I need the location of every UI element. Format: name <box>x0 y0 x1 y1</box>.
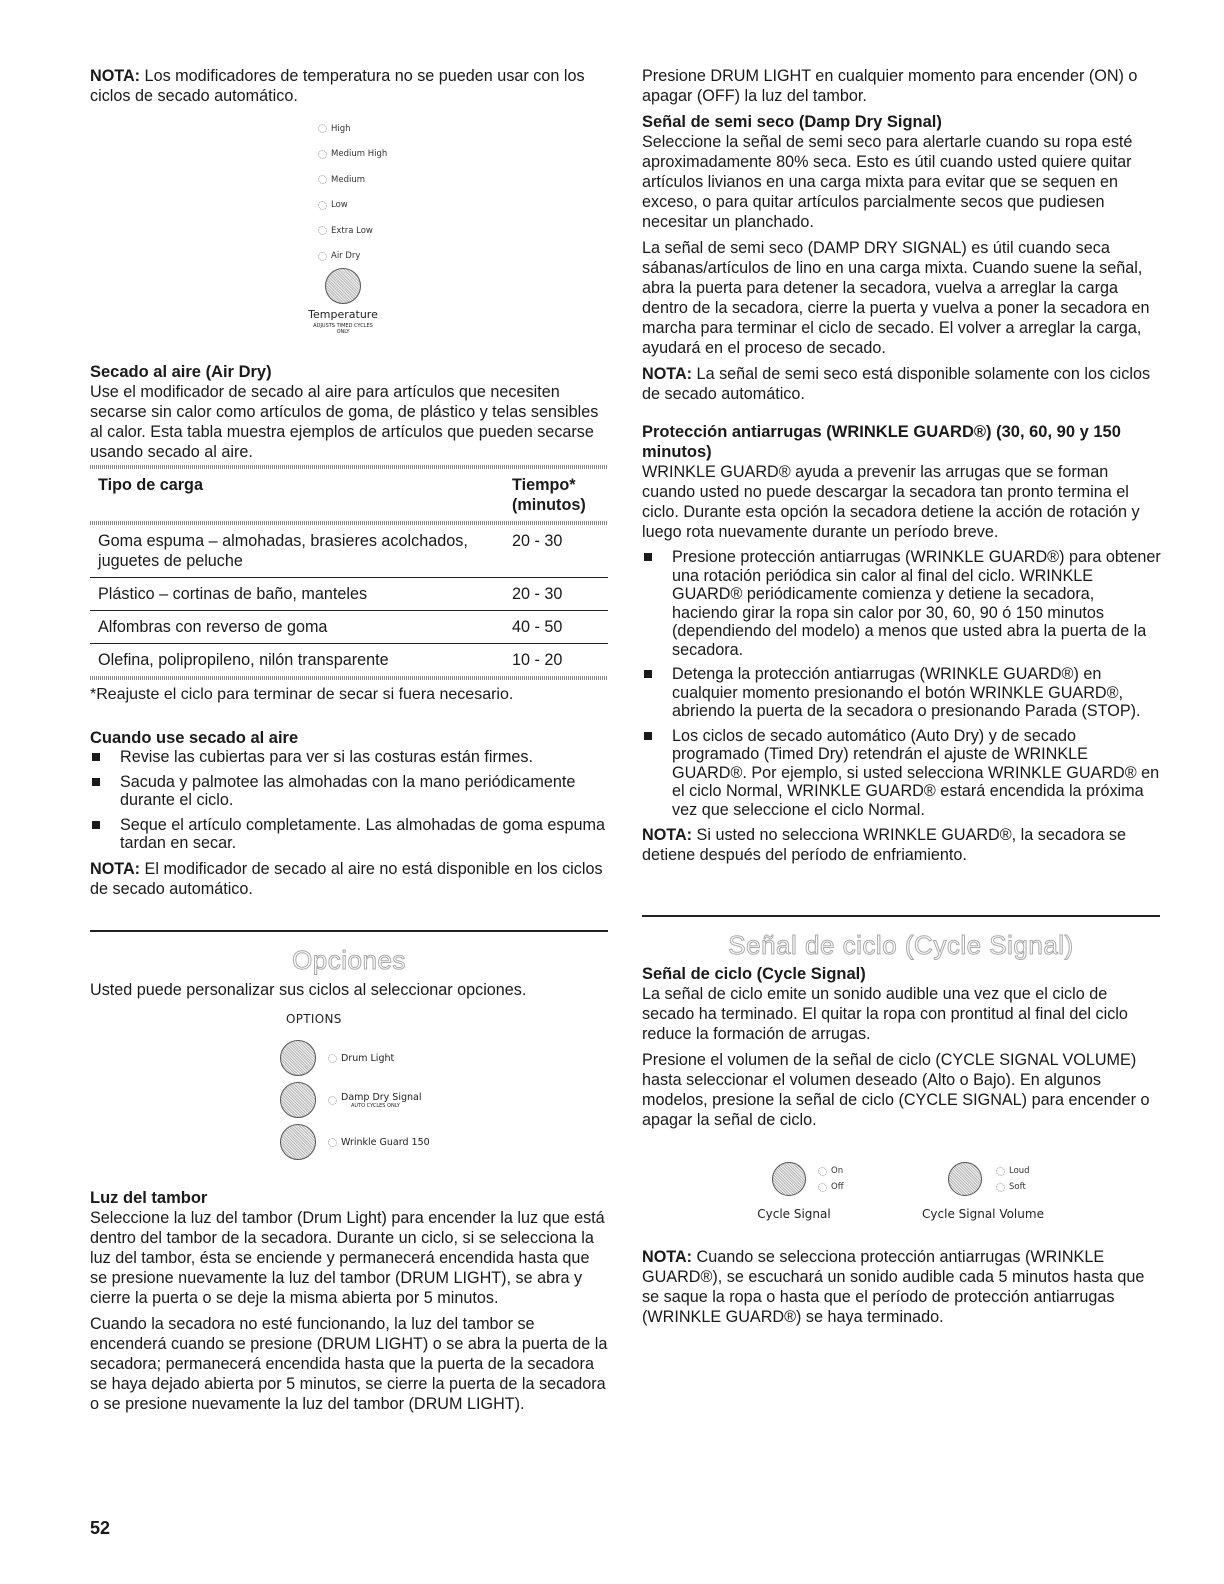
list-item-text: Sacuda y palmotee las almohadas con la mano periódicamente durante el ciclo. <box>120 772 576 809</box>
opciones-intro-text: Usted puede personalizar sus ciclos al seleccionar opciones. <box>90 981 527 999</box>
temp-option-high <box>318 116 387 142</box>
section-title-cycle-signal: Señal de ciclo (Cycle Signal) <box>728 930 1074 960</box>
option-label: Wrinkle Guard 150 <box>341 1136 430 1148</box>
temperature-knob-icon <box>325 268 361 304</box>
row-time: 10 - 20 <box>512 651 563 669</box>
wrinkle-guard-button-icon <box>280 1124 316 1160</box>
indicator-ring-icon <box>318 252 327 261</box>
cycle-signal-volume-label: Cycle Signal Volume <box>922 1207 1044 1221</box>
list-item <box>90 773 610 810</box>
section-title-opciones: Opciones <box>292 945 406 975</box>
temperature-panel <box>318 116 387 269</box>
nota-label: NOTA: <box>90 859 141 878</box>
cycle-signal-heading: Señal de ciclo (Cycle Signal) <box>642 965 866 983</box>
list-item-text: Seque el artículo completamente. Las almohadas de goma espuma tardan en secar. <box>120 815 606 852</box>
when-air-dry-section <box>90 728 610 905</box>
square-bullet-icon <box>644 670 652 678</box>
nota-text: El modificador de secado al aire no está disponible en los ciclos de secado automático. <box>90 859 603 898</box>
air-dry-body: Use el modificador de secado al aire para artículos que necesiten secarse sin calor como artículos de goma, de plástico y telas sensibles al calor. Esta tabla muestra ejemplos de artículos que pueden secarse usando secado al aire. <box>90 383 599 461</box>
indicator-ring-icon <box>328 1054 337 1063</box>
table-row <box>90 578 608 611</box>
indicator-ring-icon <box>328 1138 337 1147</box>
temp-option-label: Medium High <box>331 149 388 160</box>
indicator-ring-icon <box>996 1183 1005 1192</box>
nota-label: NOTA: <box>642 1248 693 1266</box>
cycle-signal-control <box>772 1162 844 1196</box>
col-header-time-line1: Tiempo* <box>512 476 576 494</box>
row-type: Olefina, polipropileno, nilón transparente <box>98 651 389 669</box>
wrinkle-guard-list <box>642 548 1162 819</box>
temp-option-medium <box>318 167 387 193</box>
indicator-ring-icon <box>318 226 327 235</box>
list-item <box>90 748 610 767</box>
section-divider <box>90 930 608 932</box>
temperature-sublabel-1: ADJUSTS TIMED CYCLES <box>313 323 373 329</box>
cycle-signal-options <box>818 1163 844 1195</box>
section-divider <box>642 915 1160 917</box>
temp-option-extra-low <box>318 218 387 244</box>
drum-light-button-icon <box>280 1040 316 1076</box>
nota-wrinkle-guard <box>642 825 1162 865</box>
row-type: Plástico – cortinas de baño, manteles <box>90 578 512 611</box>
list-item-text: Presione protección antiarrugas (WRINKLE GUARD®) para obtener una rotación periódica sin calor al final del ciclo. WRINKLE GUARD® periódicamente comienza y detiene la secadora, haciendo girar la ropa sin calor por 30, 60, 90 ó 150 minutos (dependiendo del modelo) a menos que usted abra la puerta de la secadora. <box>672 548 1161 659</box>
volume-option-soft <box>996 1179 1030 1195</box>
nota-temperature <box>90 66 610 106</box>
col-header-time <box>512 469 608 521</box>
table-bottom-rule <box>90 676 608 680</box>
option-label: Off <box>831 1182 844 1192</box>
options-panel <box>280 1037 430 1163</box>
col-header-time-line2: (minutos) <box>512 496 586 514</box>
air-dry-table <box>90 465 608 710</box>
left-column <box>90 66 610 112</box>
cycle-signal-button-icon <box>772 1162 806 1196</box>
drum-light-continued: Presione DRUM LIGHT en cualquier momento para encender (ON) o apagar (OFF) la luz del tambor. <box>642 67 1138 105</box>
col-header-type: Tipo de carga <box>98 476 203 494</box>
nota-label: NOTA: <box>642 826 693 844</box>
nota-text: Los modificadores de temperatura no se pueden usar con los ciclos de secado automático. <box>90 67 585 105</box>
wrinkle-guard-body: WRINKLE GUARD® ayuda a prevenir las arrugas que se forman cuando usted no puede descargar la secadora tan pronto termina el ciclo. Durante esta opción la secadora detiene la acción de rotación y luego rota nuevamente durante un período breve. <box>642 463 1140 541</box>
square-bullet-icon <box>92 778 100 786</box>
cycle-signal-volume-control <box>948 1162 1030 1196</box>
indicator-ring-icon <box>318 175 327 184</box>
temp-option-label: Low <box>331 200 348 211</box>
temp-option-label: High <box>331 123 351 134</box>
temp-option-label: Medium <box>331 174 365 185</box>
row-time: 20 - 30 <box>512 525 608 578</box>
option-label-group <box>341 1092 422 1109</box>
nota-label: NOTA: <box>90 67 141 85</box>
indicator-ring-icon <box>818 1167 827 1176</box>
indicator-ring-icon <box>318 124 327 133</box>
temperature-knob-group <box>313 268 373 304</box>
air-dry-heading: Secado al aire (Air Dry) <box>90 363 272 381</box>
nota-text: La señal de semi seco está disponible solamente con los ciclos de secado automático. <box>642 365 1151 403</box>
temp-option-medium-high <box>318 142 387 168</box>
row-time: 40 - 50 <box>512 611 608 644</box>
option-wrinkle-guard <box>280 1121 430 1163</box>
option-label: Damp Dry Signal <box>341 1091 422 1103</box>
cycle-signal-p2: Presione el volumen de la señal de ciclo (CYCLE SIGNAL VOLUME) hasta seleccionar el volumen deseado (Alto o Bajo). En algunos modelos, presione la señal de ciclo (CYCLE SIGNAL) para encender o apagar la señal de ciclo. <box>642 1051 1150 1129</box>
list-item-text: Detenga la protección antiarrugas (WRINKLE GUARD®) en cualquier momento presionando el botón WRINKLE GUARD®, abriendo la puerta de la secadora o presionando Parada (STOP). <box>672 665 1141 720</box>
temperature-sublabel-2: ONLY <box>336 329 350 335</box>
damp-dry-button-icon <box>280 1082 316 1118</box>
option-label: Drum Light <box>341 1052 395 1064</box>
temperature-label: Temperature <box>308 308 378 321</box>
option-label: Soft <box>1009 1182 1026 1192</box>
temp-option-air-dry <box>318 244 387 270</box>
volume-option-loud <box>996 1163 1030 1179</box>
row-type: Goma espuma – almohadas, brasieres acolchados, juguetes de peluche <box>90 525 512 578</box>
indicator-ring-icon <box>818 1183 827 1192</box>
cycle-signal-volume-row <box>948 1162 1030 1196</box>
square-bullet-icon <box>644 732 652 740</box>
row-type: Alfombras con reverso de goma <box>90 611 512 644</box>
row-time: 20 - 30 <box>512 578 608 611</box>
damp-dry-p1: Seleccione la señal de semi seco para alertarle cuando su ropa esté aproximadamente 80% seca. Esto es útil cuando usted quiere quitar artículos livianos en una carga mixta para evitar que se sequen en exceso, o para quitar artículos parcialmente secos que pudiesen necesitar un planchado. <box>642 133 1133 231</box>
nota-text: Si usted no selecciona WRINKLE GUARD®, la secadora se detiene después del período de enfriamiento. <box>642 826 1126 864</box>
table-row <box>90 525 608 578</box>
when-air-dry-list <box>90 748 610 853</box>
table-row <box>90 611 608 644</box>
square-bullet-icon <box>644 553 652 561</box>
drum-light-p1: Seleccione la luz del tambor (Drum Light) para encender la luz que está dentro del tambor de la secadora. Durante un ciclo, si se selecciona la luz del tambor, ésta se enciende y permanecerá encendida hasta que se presione nuevamente la luz del tambor (DRUM LIGHT), se abra y cierre la puerta o se deje la misma abierta por 5 minutos. <box>90 1209 605 1307</box>
when-air-dry-heading: Cuando use secado al aire <box>90 729 299 747</box>
cycle-signal-control-row <box>772 1162 844 1196</box>
indicator-ring-icon <box>996 1167 1005 1176</box>
opciones-intro <box>90 980 610 1006</box>
nota-air-dry <box>90 859 610 899</box>
temperature-sublabel <box>293 323 393 335</box>
options-panel-title: OPTIONS <box>286 1012 342 1026</box>
indicator-ring-icon <box>328 1096 337 1105</box>
indicator-ring-icon <box>318 150 327 159</box>
table-footnote: *Reajuste el ciclo para terminar de secar si fuera necesario. <box>90 686 514 703</box>
cycle-signal-option-on <box>818 1163 844 1179</box>
table-header <box>90 469 608 521</box>
indicator-ring-icon <box>318 201 327 210</box>
square-bullet-icon <box>92 753 100 761</box>
cycle-signal-volume-button-icon <box>948 1162 982 1196</box>
cycle-signal-section <box>642 964 1162 1136</box>
list-item-text: Revise las cubiertas para ver si las costuras están firmes. <box>120 748 533 766</box>
option-label: Loud <box>1009 1166 1030 1176</box>
nota-cycle-signal-block <box>642 1247 1162 1333</box>
cycle-signal-volume-options <box>996 1163 1030 1195</box>
drum-light-section <box>90 1188 610 1420</box>
option-sublabel: AUTO CYCLES ONLY <box>351 1102 400 1109</box>
damp-dry-p2: La señal de semi seco (DAMP DRY SIGNAL) es útil cuando seca sábanas/artículos de lino en una carga mixta. Cuando suene la señal, abra la puerta para detener la secadora, vuelva a arreglar la carga dentro de la secadora, cierre la puerta y vuelva a poner la secadora en marcha para terminar el ciclo de secado. El volver a arreglar la carga, ayudará en el proceso de secado. <box>642 239 1150 357</box>
option-damp-dry-signal <box>280 1079 430 1121</box>
cycle-signal-option-off <box>818 1179 844 1195</box>
nota-cycle-signal <box>642 1247 1162 1327</box>
drum-light-heading: Luz del tambor <box>90 1189 208 1207</box>
nota-damp-dry <box>642 364 1162 404</box>
cycle-signal-p1: La señal de ciclo emite un sonido audible una vez que el ciclo de secado ha terminado. El quitar la ropa con prontitud al final del ciclo reduce la formación de arrugas. <box>642 985 1128 1043</box>
temp-option-label: Air Dry <box>331 251 361 262</box>
wrinkle-guard-heading: Protección antiarrugas (WRINKLE GUARD®) (30, 60, 90 y 150 minutos) <box>642 423 1121 461</box>
table-body <box>90 525 608 676</box>
page-number: 52 <box>90 1518 111 1538</box>
list-item-text: Los ciclos de secado automático (Auto Dry) y de secado programado (Timed Dry) retendrán el ajuste de WRINKLE GUARD®. Por ejemplo, si usted selecciona WRINKLE GUARD® en el ciclo Normal, WRINKLE GUARD® estará encendida la próxima vez que seleccione el ciclo Normal. <box>672 726 1160 819</box>
list-item <box>642 727 1162 820</box>
nota-text: Cuando se selecciona protección antiarrugas (WRINKLE GUARD®), se escuchará un sonido audible cada 5 minutos hasta que se saque la ropa o hasta que el período de protección antiarrugas (WRINKLE GUARD®) se haya terminado. <box>642 1248 1145 1326</box>
drum-light-p2: Cuando la secadora no esté funcionando, la luz del tambor se encenderá cuando se presione (DRUM LIGHT) o se abra la puerta de la secadora; permanecerá encendida hasta que la puerta de la secadora se haya dejado abierta por 5 minutos, se cierre la puerta de la secadora o se presione nuevamente la luz del tambor (DRUM LIGHT). <box>90 1315 608 1413</box>
table-row <box>90 644 608 677</box>
cycle-signal-label: Cycle Signal <box>757 1207 831 1221</box>
temp-option-label: Extra Low <box>331 225 373 236</box>
right-column <box>642 66 1162 871</box>
list-item <box>642 665 1162 721</box>
list-item <box>642 548 1162 659</box>
damp-dry-heading: Señal de semi seco (Damp Dry Signal) <box>642 113 942 131</box>
square-bullet-icon <box>92 821 100 829</box>
nota-label: NOTA: <box>642 365 693 383</box>
option-drum-light <box>280 1037 430 1079</box>
air-dry-section <box>90 362 610 466</box>
option-label: On <box>831 1166 844 1176</box>
temp-option-low <box>318 193 387 219</box>
list-item <box>90 816 610 853</box>
